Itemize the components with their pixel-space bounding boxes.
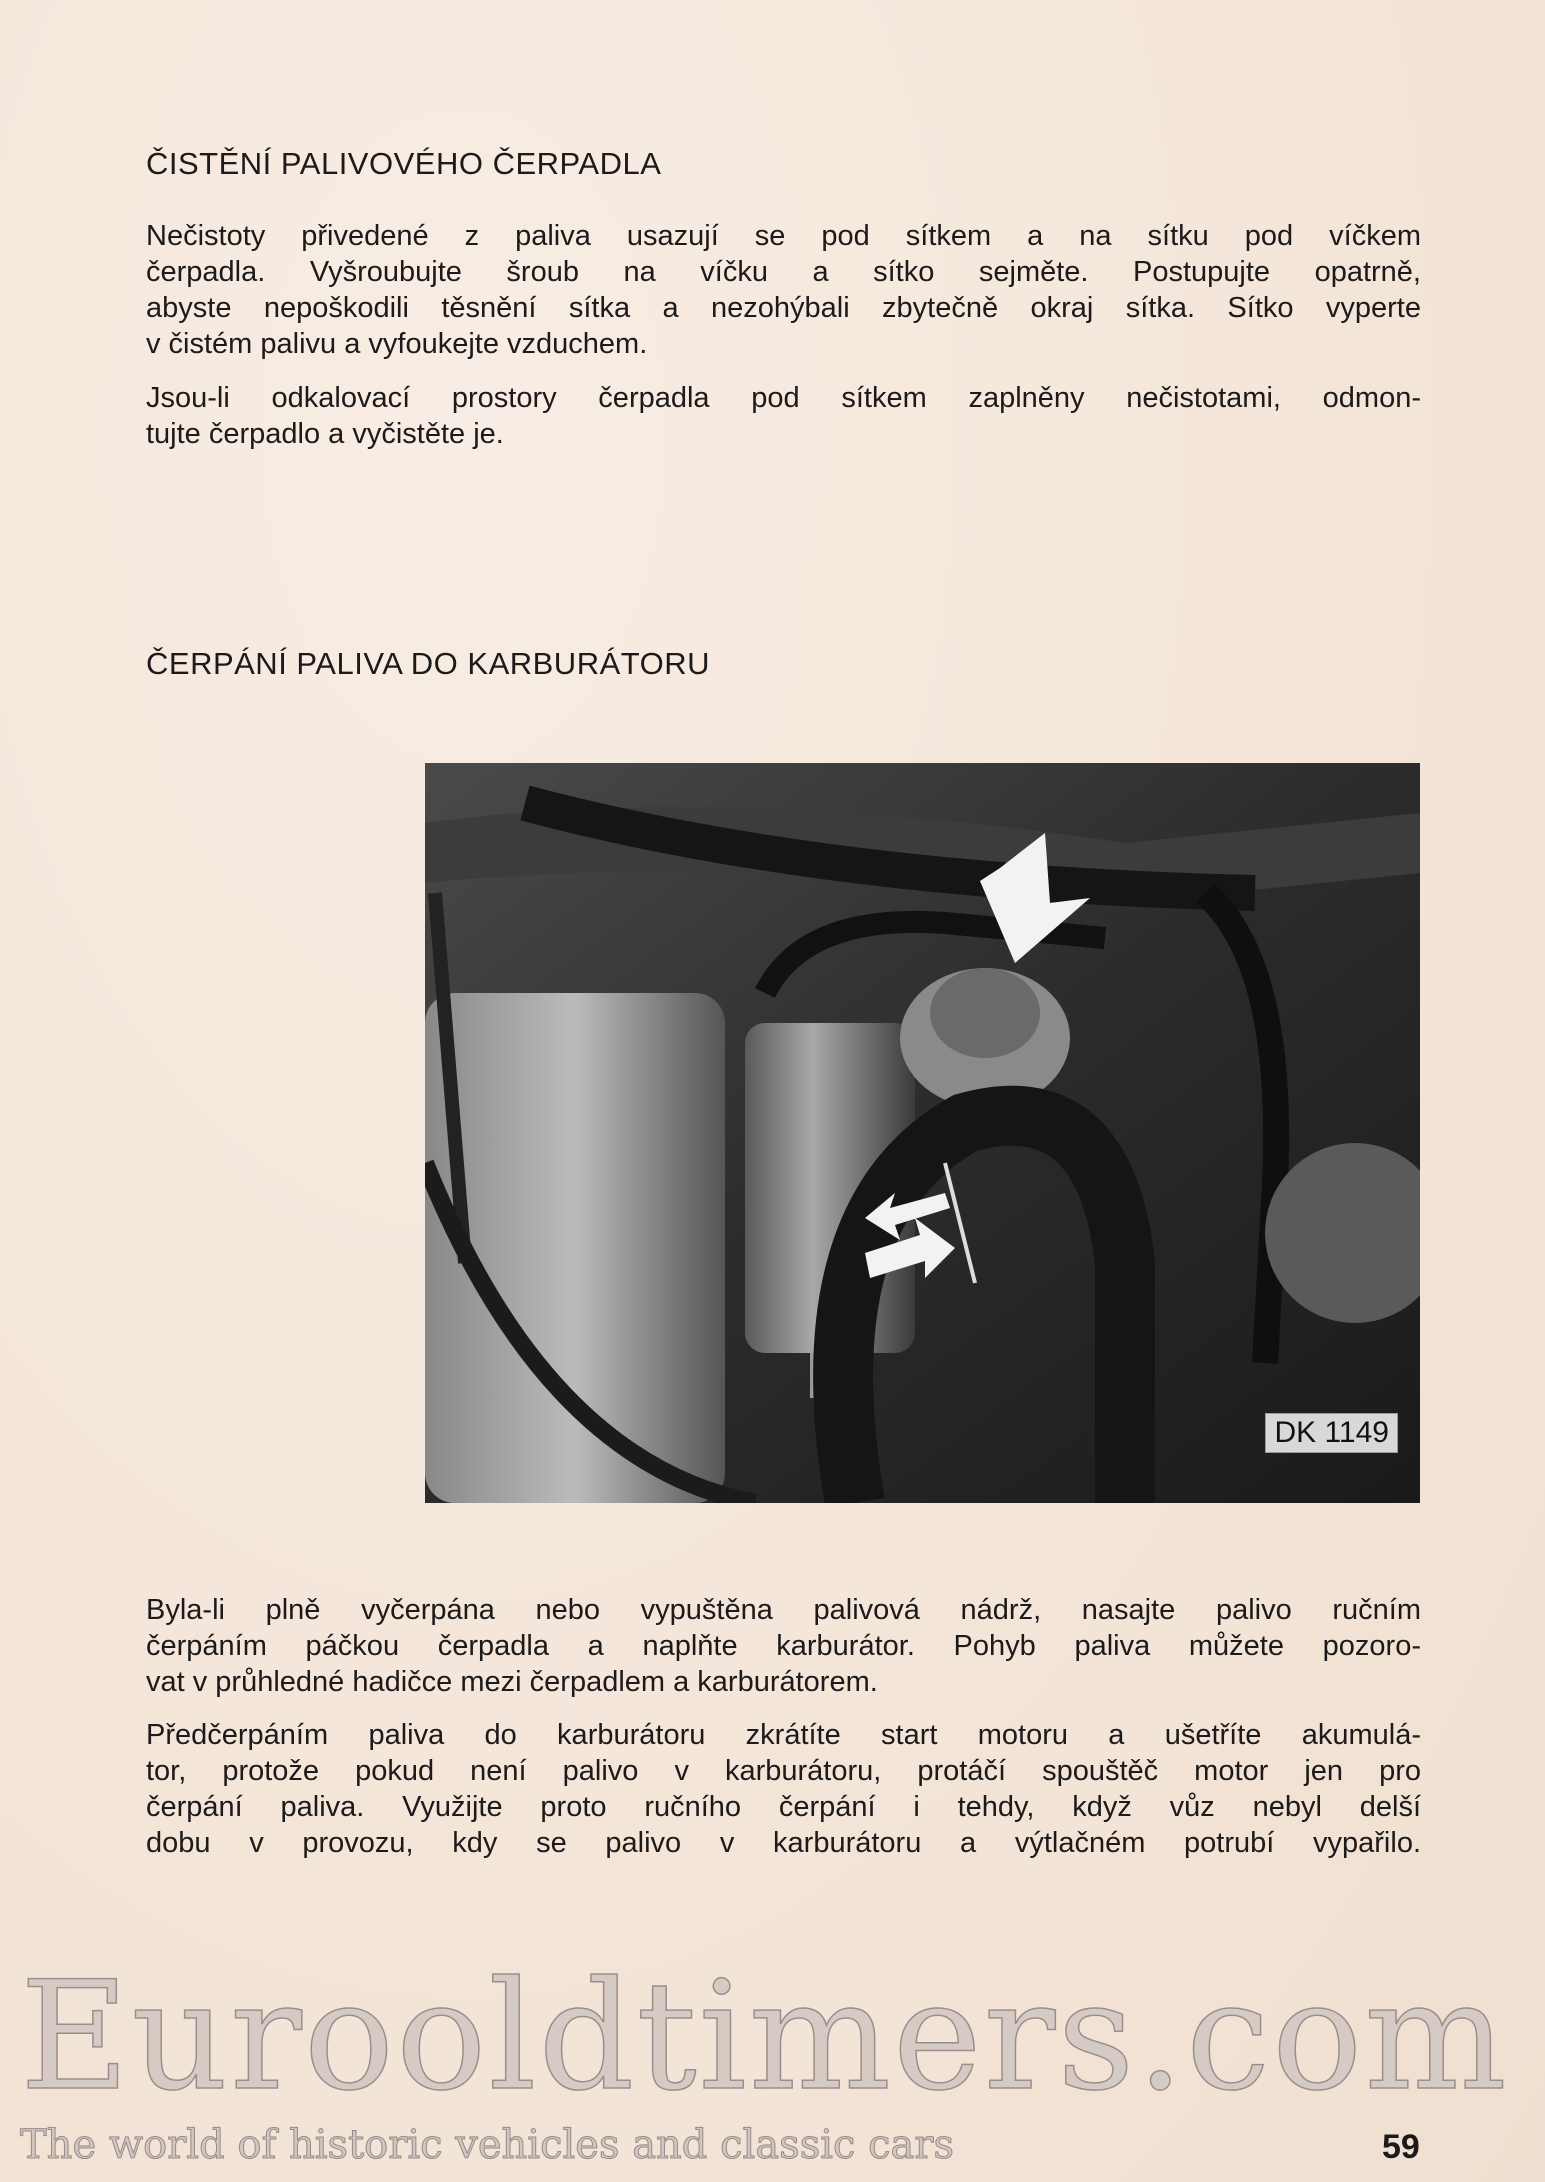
- text-line: v čistém palivu a vyfoukejte vzduchem.: [146, 328, 648, 360]
- text-line: Byla-li plně vyčerpána nebo vypuštěna palivová nádrž, nasajte palivo ručním: [146, 1594, 1421, 1626]
- text-line: čerpadla. Vyšroubujte šroub na víčku a sítko sejměte. Postupujte opatrně,: [146, 256, 1421, 288]
- engine-photo-illustration: [425, 763, 1420, 1503]
- text-line: čerpáním páčkou čerpadla a naplňte karburátor. Pohyb paliva můžete pozoro-: [146, 1630, 1421, 1662]
- section-heading-fuel-pump-cleaning: ČISTĚNÍ PALIVOVÉHO ČERPADLA: [146, 146, 662, 181]
- text-line: dobu v provozu, kdy se palivo v karburátoru a výtlačném potrubí vypařilo.: [146, 1827, 1421, 1859]
- text-line: Nečistoty přivedené z paliva usazují se pod sítkem a na sítku pod víčkem: [146, 220, 1421, 252]
- text-line: tujte čerpadlo a vyčistěte je.: [146, 418, 504, 450]
- text-line: abyste nepoškodili těsnění sítka a nezohýbali zbytečně okraj sítka. Sítko vyperte: [146, 292, 1421, 324]
- text-line: čerpání paliva. Využijte proto ručního čerpání i tehdy, když vůz nebyl delší: [146, 1791, 1421, 1823]
- engine-photo: [425, 763, 1420, 1503]
- text-line: Předčerpáním paliva do karburátoru zkrátíte start motoru a ušetříte akumulá-: [146, 1719, 1421, 1751]
- photo-reference-label: DK 1149: [1265, 1413, 1398, 1453]
- paragraph-pump-dismount: [146, 380, 1421, 452]
- text-line: Jsou-li odkalovací prostory čerpadla pod sítkem zaplněny nečistotami, odmon-: [146, 382, 1421, 414]
- paragraph-manual-pumping: [146, 1592, 1421, 1700]
- text-line: tor, protože pokud není palivo v karburátoru, protáčí spouštěč motor jen pro: [146, 1755, 1421, 1787]
- watermark-title: Eurooldtimers.com: [20, 1950, 1509, 2124]
- text-line: vat v průhledné hadičce mezi čerpadlem a karburátorem.: [146, 1666, 878, 1698]
- paragraph-pump-cleaning: [146, 218, 1421, 362]
- paragraph-pre-pumping: [146, 1717, 1421, 1861]
- section-heading-fuel-priming: ČERPÁNÍ PALIVA DO KARBURÁTORU: [146, 646, 711, 681]
- watermark-tagline: The world of historic vehicles and classic cars: [20, 2122, 955, 2168]
- page-number: 59: [1382, 2128, 1420, 2166]
